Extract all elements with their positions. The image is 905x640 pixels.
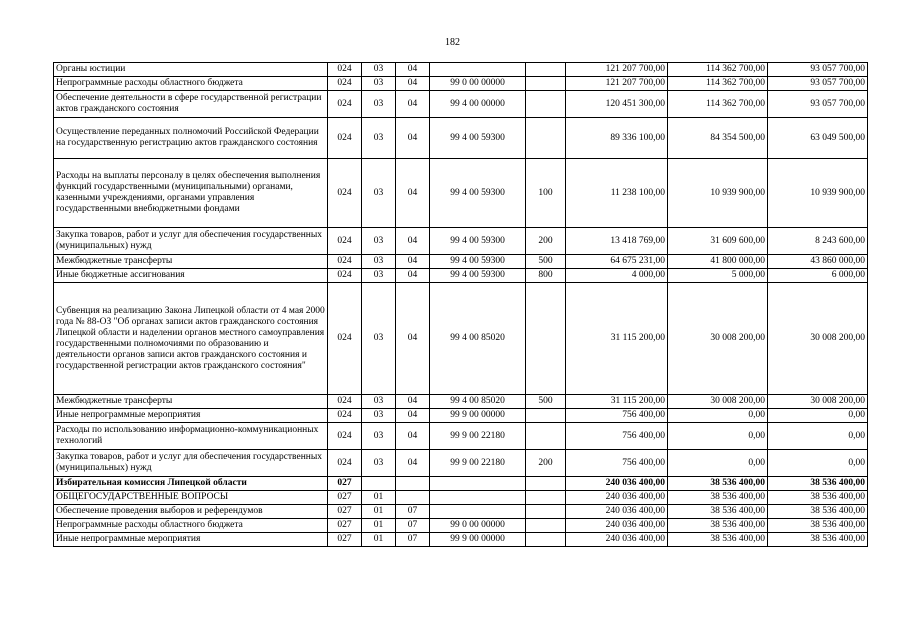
expense-type-code: 500 <box>526 255 566 269</box>
expense-type-code <box>526 533 566 547</box>
table-row <box>54 63 868 77</box>
sum-year-3: 38 536 400,00 <box>768 491 868 505</box>
sum-year-2: 38 536 400,00 <box>668 491 768 505</box>
ved-code: 024 <box>328 255 362 269</box>
row-name: ОБЩЕГОСУДАРСТВЕННЫЕ ВОПРОСЫ <box>54 491 328 505</box>
row-name: Органы юстиции <box>54 63 328 77</box>
row-name: Иные непрограммные мероприятия <box>54 409 328 423</box>
table-row <box>54 77 868 91</box>
section-code: 03 <box>362 159 396 228</box>
sum-year-1: 31 115 200,00 <box>566 283 668 395</box>
sum-year-2: 38 536 400,00 <box>668 519 768 533</box>
section-code: 03 <box>362 395 396 409</box>
target-article-code: 99 0 00 00000 <box>430 77 526 91</box>
table-row <box>54 118 868 159</box>
sum-year-3: 38 536 400,00 <box>768 477 868 491</box>
sum-year-2: 0,00 <box>668 409 768 423</box>
subsection-code: 07 <box>396 533 430 547</box>
table-row <box>54 519 868 533</box>
sum-year-3: 10 939 900,00 <box>768 159 868 228</box>
page-number: 182 <box>445 37 460 48</box>
ved-code: 027 <box>328 519 362 533</box>
sum-year-1: 240 036 400,00 <box>566 491 668 505</box>
expense-type-code: 500 <box>526 395 566 409</box>
row-name: Обеспечение проведения выборов и референдумов <box>54 505 328 519</box>
subsection-code: 04 <box>396 269 430 283</box>
sum-year-2: 38 536 400,00 <box>668 533 768 547</box>
row-name: Непрограммные расходы областного бюджета <box>54 77 328 91</box>
budget-table <box>53 62 868 547</box>
table-row <box>54 505 868 519</box>
subsection-code: 04 <box>396 77 430 91</box>
target-article-code: 99 4 00 59300 <box>430 255 526 269</box>
subsection-code: 07 <box>396 505 430 519</box>
target-article-code: 99 9 00 00000 <box>430 409 526 423</box>
subsection-code <box>396 477 430 491</box>
row-name: Межбюджетные трансферты <box>54 255 328 269</box>
sum-year-3: 6 000,00 <box>768 269 868 283</box>
sum-year-2: 0,00 <box>668 450 768 477</box>
expense-type-code <box>526 118 566 159</box>
expense-type-code <box>526 477 566 491</box>
expense-type-code <box>526 505 566 519</box>
sum-year-3: 0,00 <box>768 423 868 450</box>
section-code: 03 <box>362 269 396 283</box>
target-article-code: 99 9 00 00000 <box>430 533 526 547</box>
sum-year-2: 30 008 200,00 <box>668 283 768 395</box>
section-code: 03 <box>362 228 396 255</box>
ved-code: 024 <box>328 269 362 283</box>
sum-year-1: 240 036 400,00 <box>566 519 668 533</box>
target-article-code <box>430 505 526 519</box>
section-code: 03 <box>362 283 396 395</box>
row-name: Закупка товаров, работ и услуг для обеспечения государственных (муниципальных) нужд <box>54 450 328 477</box>
expense-type-code: 100 <box>526 159 566 228</box>
section-code: 03 <box>362 77 396 91</box>
sum-year-1: 31 115 200,00 <box>566 395 668 409</box>
ved-code: 024 <box>328 91 362 118</box>
sum-year-1: 120 451 300,00 <box>566 91 668 118</box>
target-article-code <box>430 491 526 505</box>
sum-year-1: 121 207 700,00 <box>566 63 668 77</box>
sum-year-1: 89 336 100,00 <box>566 118 668 159</box>
sum-year-1: 240 036 400,00 <box>566 477 668 491</box>
ved-code: 024 <box>328 423 362 450</box>
sum-year-2: 114 362 700,00 <box>668 77 768 91</box>
ved-code: 027 <box>328 533 362 547</box>
section-code: 01 <box>362 519 396 533</box>
sum-year-1: 121 207 700,00 <box>566 77 668 91</box>
row-name: Осуществление переданных полномочий Российской Федерации на государственную регистрацию актов гражданского состояния <box>54 118 328 159</box>
section-code: 03 <box>362 118 396 159</box>
subsection-code: 04 <box>396 409 430 423</box>
table-row <box>54 269 868 283</box>
row-name: Непрограммные расходы областного бюджета <box>54 519 328 533</box>
sum-year-1: 13 418 769,00 <box>566 228 668 255</box>
sum-year-2: 31 609 600,00 <box>668 228 768 255</box>
sum-year-1: 756 400,00 <box>566 450 668 477</box>
sum-year-2: 5 000,00 <box>668 269 768 283</box>
ved-code: 024 <box>328 118 362 159</box>
table-row <box>54 423 868 450</box>
ved-code: 024 <box>328 159 362 228</box>
section-code: 03 <box>362 423 396 450</box>
sum-year-1: 11 238 100,00 <box>566 159 668 228</box>
section-code: 03 <box>362 255 396 269</box>
target-article-code <box>430 63 526 77</box>
ved-code: 024 <box>328 77 362 91</box>
table-row <box>54 255 868 269</box>
section-code: 03 <box>362 63 396 77</box>
sum-year-1: 756 400,00 <box>566 409 668 423</box>
target-article-code: 99 0 00 00000 <box>430 519 526 533</box>
table-row <box>54 477 868 491</box>
target-article-code: 99 9 00 22180 <box>430 423 526 450</box>
target-article-code <box>430 477 526 491</box>
sum-year-3: 38 536 400,00 <box>768 505 868 519</box>
sum-year-1: 4 000,00 <box>566 269 668 283</box>
row-name: Избирательная комиссия Липецкой области <box>54 477 328 491</box>
subsection-code: 04 <box>396 423 430 450</box>
section-code: 01 <box>362 491 396 505</box>
row-name: Расходы по использованию информационно-коммуникационных технологий <box>54 423 328 450</box>
expense-type-code <box>526 283 566 395</box>
subsection-code: 04 <box>396 118 430 159</box>
subsection-code: 04 <box>396 450 430 477</box>
sum-year-3: 93 057 700,00 <box>768 91 868 118</box>
ved-code: 027 <box>328 505 362 519</box>
sum-year-1: 240 036 400,00 <box>566 533 668 547</box>
ved-code: 024 <box>328 395 362 409</box>
row-name: Иные непрограммные мероприятия <box>54 533 328 547</box>
subsection-code: 04 <box>396 395 430 409</box>
sum-year-3: 93 057 700,00 <box>768 63 868 77</box>
sum-year-2: 41 800 000,00 <box>668 255 768 269</box>
table-row <box>54 283 868 395</box>
sum-year-2: 38 536 400,00 <box>668 477 768 491</box>
sum-year-3: 8 243 600,00 <box>768 228 868 255</box>
table-row <box>54 450 868 477</box>
target-article-code: 99 4 00 00000 <box>430 91 526 118</box>
section-code: 01 <box>362 533 396 547</box>
subsection-code <box>396 491 430 505</box>
sum-year-2: 0,00 <box>668 423 768 450</box>
section-code: 03 <box>362 91 396 118</box>
row-name: Обеспечение деятельности в сфере государственной регистрации актов гражданского состояния <box>54 91 328 118</box>
sum-year-3: 0,00 <box>768 450 868 477</box>
ved-code: 027 <box>328 491 362 505</box>
table-row <box>54 533 868 547</box>
expense-type-code: 200 <box>526 228 566 255</box>
sum-year-3: 63 049 500,00 <box>768 118 868 159</box>
subsection-code: 04 <box>396 255 430 269</box>
sum-year-1: 64 675 231,00 <box>566 255 668 269</box>
subsection-code: 04 <box>396 159 430 228</box>
target-article-code: 99 4 00 85020 <box>430 283 526 395</box>
table-row <box>54 228 868 255</box>
sum-year-1: 240 036 400,00 <box>566 505 668 519</box>
sum-year-3: 38 536 400,00 <box>768 519 868 533</box>
table-row <box>54 395 868 409</box>
sum-year-3: 43 860 000,00 <box>768 255 868 269</box>
sum-year-3: 0,00 <box>768 409 868 423</box>
expense-type-code <box>526 63 566 77</box>
row-name: Межбюджетные трансферты <box>54 395 328 409</box>
expense-type-code <box>526 491 566 505</box>
subsection-code: 04 <box>396 283 430 395</box>
table-row <box>54 409 868 423</box>
target-article-code: 99 4 00 59300 <box>430 228 526 255</box>
subsection-code: 04 <box>396 91 430 118</box>
sum-year-2: 114 362 700,00 <box>668 91 768 118</box>
ved-code: 024 <box>328 409 362 423</box>
ved-code: 027 <box>328 477 362 491</box>
sum-year-1: 756 400,00 <box>566 423 668 450</box>
sum-year-2: 38 536 400,00 <box>668 505 768 519</box>
sum-year-3: 30 008 200,00 <box>768 283 868 395</box>
row-name: Субвенция на реализацию Закона Липецкой области от 4 мая 2000 года № 88-ОЗ "Об органах записи актов гражданского состояния Липецкой области и наделении органов местного самоуправления государственными полномочиями по образованию и деятельности органов записи актов гражданского состояния и государственной регистрации актов гражданского состояния" <box>54 283 328 395</box>
section-code: 03 <box>362 450 396 477</box>
sum-year-2: 114 362 700,00 <box>668 63 768 77</box>
expense-type-code <box>526 409 566 423</box>
sum-year-2: 30 008 200,00 <box>668 395 768 409</box>
table-row <box>54 491 868 505</box>
expense-type-code <box>526 91 566 118</box>
target-article-code: 99 9 00 22180 <box>430 450 526 477</box>
target-article-code: 99 4 00 59300 <box>430 159 526 228</box>
sum-year-2: 10 939 900,00 <box>668 159 768 228</box>
target-article-code: 99 4 00 85020 <box>430 395 526 409</box>
expense-type-code <box>526 77 566 91</box>
table-row <box>54 91 868 118</box>
target-article-code: 99 4 00 59300 <box>430 118 526 159</box>
sum-year-3: 38 536 400,00 <box>768 533 868 547</box>
sum-year-3: 93 057 700,00 <box>768 77 868 91</box>
subsection-code: 07 <box>396 519 430 533</box>
subsection-code: 04 <box>396 63 430 77</box>
expense-type-code: 200 <box>526 450 566 477</box>
section-code: 03 <box>362 409 396 423</box>
section-code <box>362 477 396 491</box>
ved-code: 024 <box>328 228 362 255</box>
sum-year-2: 84 354 500,00 <box>668 118 768 159</box>
ved-code: 024 <box>328 283 362 395</box>
row-name: Иные бюджетные ассигнования <box>54 269 328 283</box>
expense-type-code: 800 <box>526 269 566 283</box>
section-code: 01 <box>362 505 396 519</box>
row-name: Закупка товаров, работ и услуг для обеспечения государственных (муниципальных) нужд <box>54 228 328 255</box>
ved-code: 024 <box>328 450 362 477</box>
expense-type-code <box>526 423 566 450</box>
sum-year-3: 30 008 200,00 <box>768 395 868 409</box>
expense-type-code <box>526 519 566 533</box>
target-article-code: 99 4 00 59300 <box>430 269 526 283</box>
subsection-code: 04 <box>396 228 430 255</box>
row-name: Расходы на выплаты персоналу в целях обеспечения выполнения функций государственными (муниципальными) органами, казенными учреждениями, органами управления государственными внебюджетными фондами <box>54 159 328 228</box>
ved-code: 024 <box>328 63 362 77</box>
table-row <box>54 159 868 228</box>
